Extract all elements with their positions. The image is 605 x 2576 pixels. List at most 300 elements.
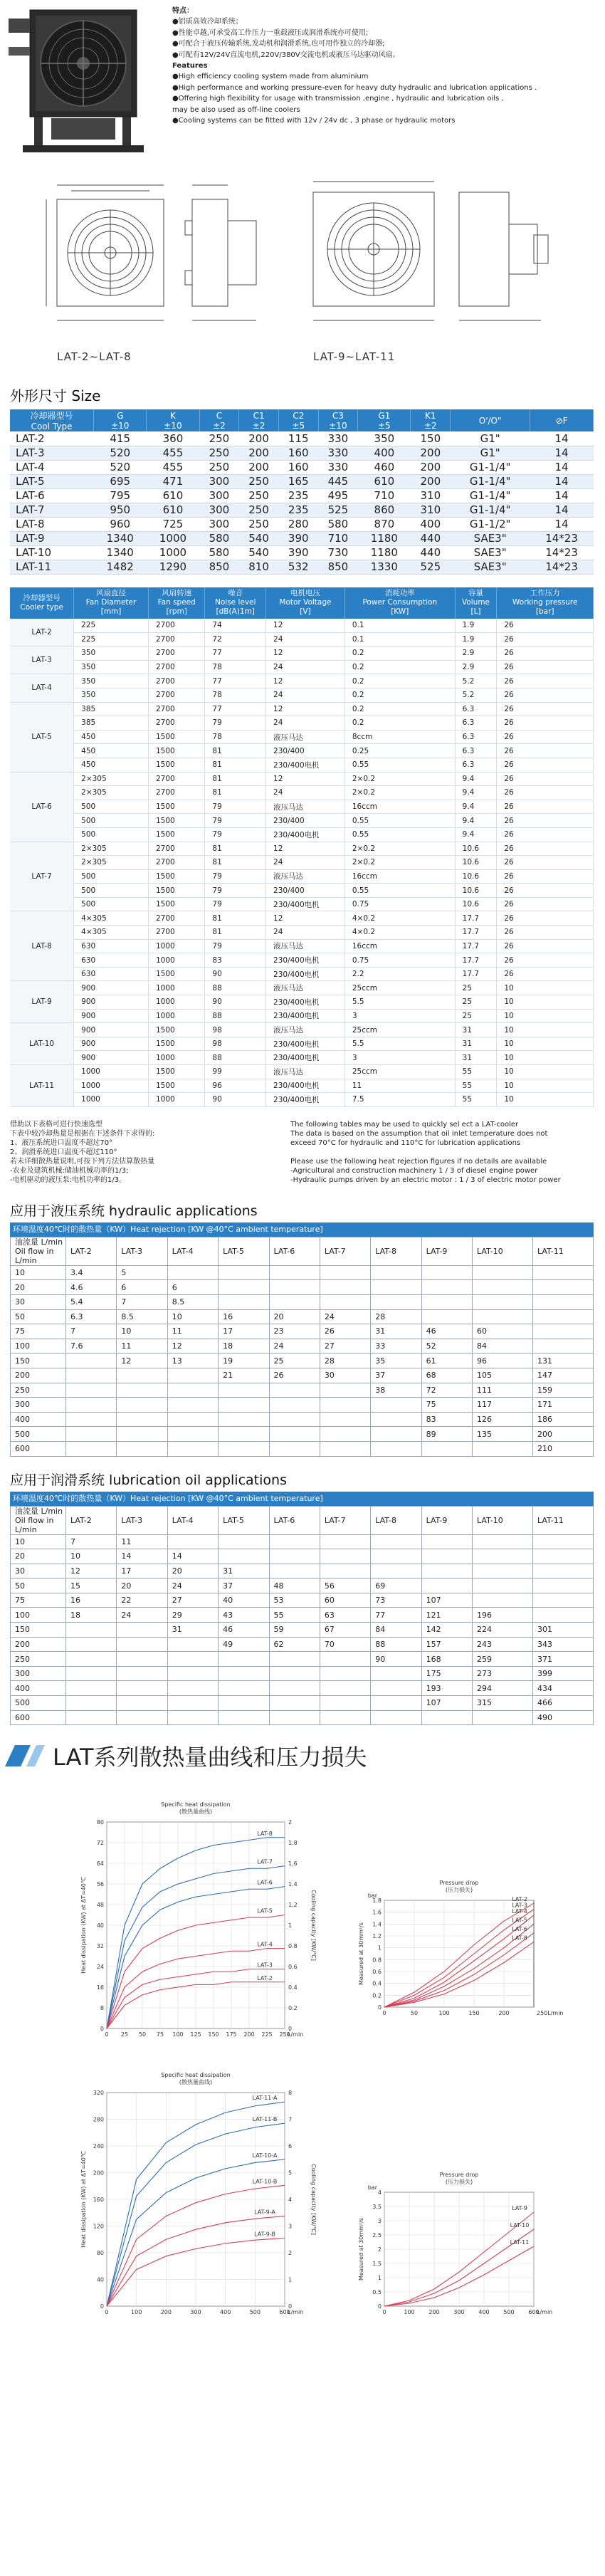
perf-cell: 55 (455, 1065, 497, 1079)
heat-cell: 48 (269, 1578, 320, 1593)
perf-cell: 350 (74, 660, 149, 674)
heat-cell: 18 (219, 1339, 269, 1354)
heat-cell: 126 (473, 1412, 533, 1427)
size-cell: 525 (411, 560, 451, 574)
size-cell: 532 (278, 560, 318, 574)
heat-cell (473, 1549, 533, 1564)
header-line: ±10 (164, 420, 182, 431)
perf-header-cell (205, 587, 266, 619)
size-section-title (0, 377, 605, 409)
header-line: Fan Diameter (85, 598, 137, 607)
heat-cell (117, 1652, 167, 1667)
heat-cell (117, 1696, 167, 1711)
intro-section (0, 0, 605, 164)
header-line: Motor Voltage (279, 598, 332, 607)
heat-cell (473, 1265, 533, 1280)
heat-cell (219, 1265, 269, 1280)
size-cell: 710 (358, 488, 411, 503)
perf-cell: 液压马达 (266, 869, 345, 884)
perf-cell: 26 (497, 758, 594, 772)
perf-cell: 230/400电机 (266, 1079, 345, 1093)
perf-row (10, 911, 594, 926)
perf-cell: 0.2 (344, 702, 455, 716)
x-tick-label: 300 (190, 2309, 201, 2316)
perf-model-cell: LAT-2 (10, 619, 74, 646)
flow-header-cell (11, 1506, 66, 1534)
heat-cell (269, 1280, 320, 1295)
size-cell: 390 (278, 545, 318, 560)
perf-cell: 12 (266, 911, 345, 926)
heat-cell (532, 1265, 593, 1280)
x-axis-label: L/min (288, 2031, 304, 2038)
chart-subtitle: (压力损失) (445, 1887, 473, 1894)
perf-cell: 4×305 (74, 911, 149, 926)
heat-cell: 17 (219, 1324, 269, 1339)
heat-cell (371, 1696, 421, 1711)
perf-cell: 16ccm (344, 939, 455, 953)
heat-cell (219, 1710, 269, 1725)
perf-cell: 1500 (148, 827, 204, 842)
size-cell: 460 (358, 460, 411, 474)
header-line: G (117, 410, 124, 421)
header-line: [mm] (100, 607, 122, 616)
y-right-tick-label: 1.4 (288, 1881, 298, 1888)
perf-cell: 24 (266, 688, 345, 702)
header-line: Fan speed (157, 598, 196, 607)
heat-cell (167, 1710, 218, 1725)
perf-cell: 55 (455, 1079, 497, 1093)
size-row (10, 460, 594, 474)
size-header-cell (318, 409, 358, 431)
x-tick-label: 400 (220, 2309, 231, 2316)
heat-cell: 61 (421, 1354, 472, 1368)
heat-cell: 210 (532, 1441, 593, 1456)
heat-cell: 10 (167, 1309, 218, 1324)
series-label: LAT-8 (512, 1934, 527, 1942)
y-tick-label: 16 (96, 1984, 104, 1991)
feature-line: ●可配合于液压传输系统,发动机和润滑系统,也可用作独立的冷却器; (172, 40, 385, 48)
size-cell: 300 (199, 474, 239, 488)
perf-cell: 0.1 (344, 619, 455, 633)
size-header-cell (10, 409, 94, 431)
series-label: LAT-4 (257, 1941, 273, 1948)
lubrication-table (10, 1506, 594, 1726)
perf-row (10, 1009, 594, 1023)
header-line: ±10 (111, 420, 130, 431)
curves-title-text: LAT系列散热量曲线和压力损失 (53, 1744, 367, 1771)
heat-cell: 7 (66, 1324, 117, 1339)
flow-cell: 600 (11, 1441, 66, 1456)
note-line: -农业及建筑机械:储油机械功率的1/3; (10, 1166, 129, 1175)
perf-cell: 1000 (148, 939, 204, 953)
flow-cell: 30 (11, 1294, 66, 1309)
header-line: Noise level (215, 598, 256, 607)
heat-cell (167, 1681, 218, 1696)
x-tick-label: 400 (478, 2309, 490, 2316)
perf-cell: 10 (497, 1079, 594, 1093)
size-header-cell (239, 409, 279, 431)
size-header-cell (530, 409, 594, 431)
y-tick-label: 160 (93, 2197, 104, 2204)
x-axis-label: L/min (537, 2309, 553, 2316)
heat-cell: 301 (532, 1623, 593, 1638)
perf-cell: 10 (497, 1037, 594, 1051)
x-tick-label: 200 (160, 2309, 172, 2316)
x-tick-label: 200 (243, 2031, 255, 2038)
feature-line: ●Offering high flexibility for usage with transmission ,engine , hydraulic and lubrication oils , (172, 95, 504, 103)
y-right-axis-label: Cooling capacity [KW/℃] (310, 1890, 317, 1962)
heat-cell: 168 (421, 1652, 472, 1667)
heat-cell (421, 1710, 472, 1725)
size-cell: SAE3" (451, 545, 530, 560)
note-line: -电机驱动的液压泵:电机功率的1/3。 (10, 1176, 127, 1184)
heat-cell: 88 (371, 1637, 421, 1652)
heat-cell (320, 1549, 370, 1564)
y-tick-label: 120 (93, 2223, 104, 2230)
perf-cell: 230/400电机 (266, 827, 345, 842)
perf-cell: 4×0.2 (344, 926, 455, 940)
y-tick-label: 48 (96, 1902, 104, 1909)
header-line: 噪音 (228, 589, 243, 597)
header-line: ⊘F (555, 415, 568, 426)
perf-cell: 26 (497, 939, 594, 953)
y-right-tick-label: 1.2 (288, 1902, 298, 1909)
perf-model-cell: LAT-5 (10, 702, 74, 772)
header-line: 油流量 L/min (15, 1237, 63, 1247)
heat-cell (320, 1534, 370, 1549)
perf-cell: 1500 (148, 730, 204, 744)
size-cell: 850 (199, 560, 239, 574)
heat-cell: 31 (167, 1623, 218, 1638)
heat-cell (269, 1564, 320, 1578)
perf-cell: 液压马达 (266, 800, 345, 814)
perf-row (10, 660, 594, 674)
model-header-cell: LAT-6 (269, 1237, 320, 1265)
size-cell: LAT-3 (10, 446, 94, 460)
perf-cell: 90 (205, 1093, 266, 1107)
perf-cell: 液压马达 (266, 1065, 345, 1079)
perf-row (10, 632, 594, 646)
size-cell: 390 (278, 531, 318, 545)
size-cell: 710 (318, 531, 358, 545)
series-label: LAT-2 (512, 1896, 527, 1903)
y-tick-label: 4 (377, 2189, 382, 2197)
note-line: 1、液压系统进口温度不超过70° (10, 1138, 113, 1147)
model-header-cell: LAT-11 (532, 1506, 593, 1534)
heat-cell (371, 1265, 421, 1280)
heat-cell (117, 1681, 167, 1696)
heat-cell: 22 (117, 1593, 167, 1608)
header-line: K (170, 410, 176, 421)
perf-cell: 77 (205, 674, 266, 688)
size-cell: 1180 (358, 545, 411, 560)
perf-cell: 2.9 (455, 646, 497, 661)
perf-cell: 1500 (148, 967, 204, 981)
x-tick-label: 0 (105, 2309, 109, 2316)
perf-cell: 6.3 (455, 744, 497, 758)
perf-model-cell: LAT-8 (10, 911, 74, 981)
y-right-tick-label: 1 (288, 2276, 293, 2283)
y-right-tick-label: 2 (288, 2250, 293, 2257)
heat-cell: 466 (532, 1696, 593, 1711)
heat-cell: 16 (219, 1309, 269, 1324)
perf-cell: 88 (205, 1051, 266, 1065)
x-tick-label: 150 (208, 2031, 219, 2038)
heat-cell (66, 1652, 117, 1667)
size-cell: LAT-5 (10, 474, 94, 488)
note-line: 借助以下表格可进行快速选型 (10, 1120, 102, 1129)
heat-cell (421, 1564, 472, 1578)
heat-cell: 147 (532, 1368, 593, 1383)
size-cell: 235 (278, 488, 318, 503)
size-cell: 695 (94, 474, 147, 488)
perf-cell: 96 (205, 1079, 266, 1093)
model-header-cell: LAT-2 (66, 1237, 117, 1265)
series-label: LAT-7 (257, 1858, 273, 1865)
heat-cell: 243 (473, 1637, 533, 1652)
y-tick-label: 2 (377, 2246, 382, 2253)
heat-cell: 16 (66, 1593, 117, 1608)
heat-cell (219, 1666, 269, 1681)
heat-cell (371, 1294, 421, 1309)
heat-cell (473, 1564, 533, 1578)
heat-cell (269, 1652, 320, 1667)
perf-cell: 630 (74, 939, 149, 953)
size-cell: 540 (239, 545, 279, 560)
perf-cell: 500 (74, 869, 149, 884)
y-tick-label: 1.5 (372, 2261, 382, 2268)
perf-cell: 230/400电机 (266, 953, 345, 968)
perf-cell: 225 (74, 632, 149, 646)
perf-cell: 79 (205, 884, 266, 898)
size-cell: 520 (94, 460, 147, 474)
y-right-tick-label: 4 (288, 2197, 293, 2204)
y-axis-label: Measured at 30mm²/s (358, 2218, 364, 2281)
heat-cell (269, 1441, 320, 1456)
heat-cell (320, 1398, 370, 1413)
x-tick-label: 200 (498, 2010, 510, 2017)
heat-cell: 52 (421, 1339, 472, 1354)
size-header-cell (451, 409, 530, 431)
perf-cell: 10.6 (455, 869, 497, 884)
perf-cell: 77 (205, 646, 266, 661)
heat-cell: 6.3 (66, 1309, 117, 1324)
heat-cell (66, 1666, 117, 1681)
perf-cell: 2700 (148, 842, 204, 856)
heat-cell: 193 (421, 1681, 472, 1696)
perf-cell: 350 (74, 646, 149, 661)
heat-cell: 69 (371, 1578, 421, 1593)
heat-cell (117, 1637, 167, 1652)
perf-cell: 8ccm (344, 730, 455, 744)
perf-cell: 2700 (148, 911, 204, 926)
heat-cell (269, 1265, 320, 1280)
heat-cell: 343 (532, 1637, 593, 1652)
size-cell: 1000 (147, 531, 199, 545)
heat-cell (320, 1383, 370, 1398)
perf-cell: 74 (205, 619, 266, 633)
size-cell: 860 (358, 503, 411, 517)
perf-cell: 230/400电机 (266, 1093, 345, 1107)
heat-cell: 63 (320, 1608, 370, 1623)
perf-cell: 1500 (148, 1079, 204, 1093)
header-line: Power Consumption (362, 598, 438, 607)
y-tick-label: 3 (377, 2218, 382, 2225)
perf-row (10, 772, 594, 786)
perf-cell: 26 (497, 772, 594, 786)
size-cell: 455 (147, 446, 199, 460)
perf-cell: 2700 (148, 772, 204, 786)
heat-cell (167, 1534, 218, 1549)
y-tick-label: 0.6 (372, 1969, 382, 1976)
series-label: LAT-11-B (252, 2116, 278, 2123)
perf-cell: 500 (74, 800, 149, 814)
y-axis-label: Heat dissipation (KW) at ΔT=40℃ (80, 2151, 87, 2248)
heat-cell: 315 (473, 1696, 533, 1711)
x-axis-label: 250L/min (537, 2010, 564, 2017)
heat-cell: 259 (473, 1652, 533, 1667)
series-label: LAT-10-A (252, 2152, 278, 2159)
size-header-cell (358, 409, 411, 431)
size-cell: 440 (411, 531, 451, 545)
perf-cell: 1500 (148, 1037, 204, 1051)
perf-cell: 2×305 (74, 772, 149, 786)
heat-cell (219, 1383, 269, 1398)
size-cell: 610 (358, 474, 411, 488)
feature-line: ●High efficiency cooling system made from aluminium (172, 73, 369, 81)
heat-cell: 89 (421, 1427, 472, 1442)
size-cell: 14 (530, 460, 594, 474)
note-line: The data is based on the assumption that oil inlet temperature does not (290, 1129, 548, 1138)
size-cell: 300 (199, 503, 239, 517)
size-header-cell (147, 409, 199, 431)
heat-cell (532, 1549, 593, 1564)
perf-cell: 2×305 (74, 842, 149, 856)
heat-cell (473, 1441, 533, 1456)
series-label: LAT-11-A (252, 2095, 278, 2102)
perf-cell: 72 (205, 632, 266, 646)
heat-cell (473, 1280, 533, 1295)
perf-cell: 17.7 (455, 967, 497, 981)
perf-cell: 2700 (148, 674, 204, 688)
perf-cell: 25 (455, 995, 497, 1010)
size-cell: 250 (239, 488, 279, 503)
perf-cell: 900 (74, 1023, 149, 1037)
perf-cell: 7.5 (344, 1093, 455, 1107)
perf-row (10, 1093, 594, 1107)
y-right-tick-label: 0 (288, 2303, 293, 2310)
y-tick-label: 0.5 (372, 2289, 382, 2296)
perf-cell: 98 (205, 1037, 266, 1051)
heat-row (11, 1412, 594, 1427)
heat-cell (66, 1354, 117, 1368)
heat-row (11, 1623, 594, 1638)
heat-cell: 84 (473, 1339, 533, 1354)
size-cell: 300 (199, 488, 239, 503)
perf-cell: 液压马达 (266, 981, 345, 995)
perf-cell: 16ccm (344, 800, 455, 814)
header-line: 风扇转速 (162, 589, 192, 597)
flow-cell: 500 (11, 1427, 66, 1442)
heat-cell: 14 (117, 1549, 167, 1564)
heat-row (11, 1354, 594, 1368)
perf-cell: 2×0.2 (344, 856, 455, 870)
x-tick-label: 200 (428, 2309, 440, 2316)
title-accent (26, 1745, 45, 1766)
feature-line: ●High performance and working pressure-even for heavy duty hydraulic and lubrication applications . (172, 83, 537, 92)
perf-cell: 6.3 (455, 730, 497, 744)
heat-cell: 107 (421, 1696, 472, 1711)
size-cell: G1-1/4" (451, 488, 530, 503)
heat-cell: 23 (269, 1324, 320, 1339)
perf-row (10, 995, 594, 1010)
heat-cell: 14 (167, 1549, 218, 1564)
model-header-cell: LAT-10 (473, 1506, 533, 1534)
heat-cell (320, 1280, 370, 1295)
heat-cell: 111 (473, 1383, 533, 1398)
perf-cell: 26 (497, 884, 594, 898)
heat-row (11, 1549, 594, 1564)
perf-cell: 0.25 (344, 744, 455, 758)
header-line: [V] (300, 607, 311, 616)
perf-cell: 385 (74, 716, 149, 731)
size-row (10, 474, 594, 488)
size-cell: 14*23 (530, 531, 594, 545)
feature-line: 特点： (172, 7, 194, 15)
flow-cell: 150 (11, 1623, 66, 1638)
perf-cell: 0.55 (344, 884, 455, 898)
heat-cell: 28 (371, 1309, 421, 1324)
heat-cell: 73 (371, 1593, 421, 1608)
size-cell: 725 (147, 517, 199, 531)
x-tick-label: 600 (279, 2309, 290, 2316)
series-label: LAT-5 (512, 1917, 527, 1924)
heat-cell: 55 (269, 1608, 320, 1623)
drawing-caption-right: LAT-9~LAT-11 (313, 350, 396, 363)
header-line: 容量 (468, 589, 483, 597)
heat-cell (66, 1637, 117, 1652)
heat-cell (532, 1339, 593, 1354)
flow-cell: 100 (11, 1608, 66, 1623)
flow-cell: 400 (11, 1412, 66, 1427)
perf-cell: 2700 (148, 619, 204, 633)
size-row (10, 545, 594, 560)
perf-cell: 16ccm (344, 869, 455, 884)
heat-cell (421, 1534, 472, 1549)
x-tick-label: 25 (120, 2031, 129, 2038)
perf-row (10, 646, 594, 661)
heat-cell: 117 (473, 1398, 533, 1413)
heat-cell: 68 (421, 1368, 472, 1383)
heat-cell (473, 1593, 533, 1608)
heat-cell (167, 1383, 218, 1398)
heat-row (11, 1441, 594, 1456)
perf-model-cell: LAT-11 (10, 1065, 74, 1107)
heat-cell: 490 (532, 1710, 593, 1725)
y-tick-label: 0.4 (372, 1980, 382, 1987)
perf-cell: 2700 (148, 856, 204, 870)
y-tick-label: 40 (96, 1922, 104, 1930)
heat-cell (117, 1666, 167, 1681)
size-cell: 200 (411, 474, 451, 488)
size-header-cell (199, 409, 239, 431)
heat-cell (371, 1280, 421, 1295)
perf-header-cell (74, 587, 149, 619)
heat-cell: 24 (320, 1309, 370, 1324)
heat-cell (320, 1427, 370, 1442)
heat-cell: 8.5 (117, 1309, 167, 1324)
heat-cell: 33 (371, 1339, 421, 1354)
